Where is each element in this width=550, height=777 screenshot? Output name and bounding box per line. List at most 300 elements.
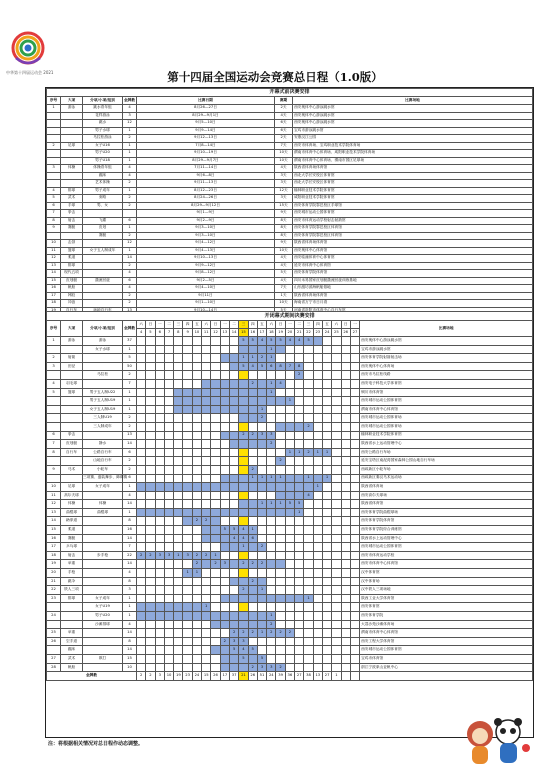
schedule-cell xyxy=(304,646,313,655)
schedule-cell xyxy=(295,534,304,543)
schedule-cell xyxy=(313,663,322,672)
cell-major: 铁人三项 xyxy=(61,586,83,595)
schedule-cell xyxy=(220,500,229,509)
table-row xyxy=(47,165,533,173)
schedule-cell xyxy=(332,586,341,595)
schedule-cell xyxy=(192,586,201,595)
schedule-cell xyxy=(248,491,257,500)
cell-no: 8 xyxy=(47,217,61,225)
cell-days: 4天 xyxy=(275,112,293,120)
schedule-cell xyxy=(332,569,341,578)
schedule-cell xyxy=(220,620,229,629)
schedule-cell xyxy=(341,465,350,474)
cell-medals: 1 xyxy=(123,247,137,255)
cell-no: 5 xyxy=(47,388,61,397)
schedule-cell xyxy=(285,646,294,655)
schedule-cell xyxy=(322,508,331,517)
schedule-cell xyxy=(322,397,331,406)
cell-venue: 西安城市运动公园体育场 xyxy=(360,422,533,431)
schedule-cell xyxy=(183,594,192,603)
schedule-cell xyxy=(229,560,238,569)
schedule-cell: 4 xyxy=(239,534,248,543)
cell-no: 2 xyxy=(47,142,61,150)
schedule-cell xyxy=(267,371,276,380)
schedule-cell xyxy=(239,620,248,629)
schedule-cell xyxy=(276,637,285,646)
schedule-cell xyxy=(211,440,220,449)
schedule-cell xyxy=(192,654,201,663)
schedule-cell: 2 xyxy=(248,465,257,474)
schedule-cell xyxy=(276,526,285,535)
schedule-cell xyxy=(322,612,331,621)
schedule-cell xyxy=(164,422,173,431)
schedule-cell xyxy=(211,620,220,629)
cell-venue: 西安市体育运动学校 xyxy=(360,551,533,560)
schedule-cell xyxy=(137,560,146,569)
cell-sub: 女子U19 xyxy=(83,603,123,612)
cell-major xyxy=(61,414,83,423)
schedule-cell xyxy=(155,345,164,354)
schedule-cell xyxy=(202,345,211,354)
table-row xyxy=(47,240,533,248)
schedule-cell xyxy=(267,422,276,431)
cell-venue: 西安奥体中心体育场 xyxy=(360,362,533,371)
schedule-cell: 8 xyxy=(295,362,304,371)
cell-no: 11 xyxy=(47,491,61,500)
schedule-cell xyxy=(202,465,211,474)
schedule-cell: 2 xyxy=(276,663,285,672)
schedule-cell xyxy=(192,629,201,638)
schedule-cell xyxy=(229,414,238,423)
schedule-cell xyxy=(341,371,350,380)
schedule-cell xyxy=(137,603,146,612)
cell-no: 9 xyxy=(47,225,61,233)
schedule-cell xyxy=(332,362,341,371)
schedule-cell xyxy=(285,388,294,397)
schedule-cell xyxy=(304,440,313,449)
table-row xyxy=(47,388,533,397)
schedule-cell xyxy=(285,526,294,535)
schedule-cell xyxy=(155,629,164,638)
schedule-cell xyxy=(220,483,229,492)
weekday-cell: 四 xyxy=(183,321,192,329)
schedule-cell xyxy=(332,508,341,517)
cell-medals: 2 xyxy=(123,232,137,240)
schedule-cell xyxy=(137,491,146,500)
schedule-cell xyxy=(202,612,211,621)
schedule-cell xyxy=(350,414,359,423)
schedule-cell xyxy=(276,483,285,492)
schedule-cell xyxy=(164,431,173,440)
schedule-cell xyxy=(304,663,313,672)
schedule-cell xyxy=(137,405,146,414)
schedule-cell xyxy=(322,491,331,500)
schedule-cell: 4 xyxy=(239,526,248,535)
table-row xyxy=(47,105,533,113)
schedule-cell xyxy=(341,491,350,500)
schedule-cell xyxy=(248,603,257,612)
schedule-cell xyxy=(174,586,183,595)
schedule-cell xyxy=(295,637,304,646)
cell-venue: 西安奥体中心游泳跳水馆 xyxy=(293,105,533,113)
schedule-cell xyxy=(192,543,201,552)
schedule-cell xyxy=(341,508,350,517)
cell-medals: 13 xyxy=(123,307,137,315)
schedule-cell xyxy=(285,637,294,646)
schedule-cell xyxy=(239,474,248,483)
schedule-cell xyxy=(285,371,294,380)
cell-no xyxy=(47,414,61,423)
cell-major xyxy=(61,112,83,120)
cell-venue: 西安体育学院体育馆 xyxy=(293,270,533,278)
cell-medals: 2 xyxy=(123,180,137,188)
schedule-cell xyxy=(183,431,192,440)
mascot-right-body xyxy=(500,743,517,763)
schedule-cell xyxy=(174,560,183,569)
cell-no: 23 xyxy=(47,594,61,603)
schedule-cell xyxy=(313,379,322,388)
cell-no xyxy=(47,474,61,483)
schedule-cell xyxy=(164,457,173,466)
schedule-cell xyxy=(202,654,211,663)
schedule-cell xyxy=(211,448,220,457)
schedule-cell xyxy=(276,354,285,363)
schedule-cell xyxy=(183,629,192,638)
schedule-cell xyxy=(146,457,155,466)
cell-venue: 西安城市运动公园体育馆 xyxy=(360,543,533,552)
schedule-cell xyxy=(341,354,350,363)
schedule-cell xyxy=(276,491,285,500)
schedule-cell xyxy=(322,577,331,586)
cell-days: 10天 xyxy=(275,157,293,165)
schedule-cell xyxy=(183,474,192,483)
schedule-cell xyxy=(229,388,238,397)
cell-sub: 男、女 xyxy=(83,202,123,210)
schedule-cell xyxy=(211,397,220,406)
schedule-cell: 5 xyxy=(248,337,257,346)
cell-venue: 汉中体育场 xyxy=(360,577,533,586)
table-row xyxy=(47,379,533,388)
schedule-cell xyxy=(257,440,266,449)
schedule-cell xyxy=(295,594,304,603)
schedule-cell xyxy=(220,422,229,431)
schedule-cell xyxy=(220,405,229,414)
schedule-cell xyxy=(229,508,238,517)
schedule-cell: 2 xyxy=(295,371,304,380)
schedule-cell xyxy=(322,534,331,543)
schedule-cell xyxy=(276,448,285,457)
cell-venue: 宝鸡市体育馆 xyxy=(360,654,533,663)
cell-days: 10天 xyxy=(275,300,293,308)
schedule-cell xyxy=(276,654,285,663)
cell-sub xyxy=(83,569,123,578)
schedule-cell xyxy=(295,483,304,492)
schedule-cell xyxy=(332,517,341,526)
schedule-cell xyxy=(332,379,341,388)
table-row xyxy=(47,255,533,263)
schedule-cell xyxy=(211,354,220,363)
schedule-cell xyxy=(332,431,341,440)
schedule-cell xyxy=(295,422,304,431)
schedule-cell xyxy=(229,543,238,552)
cell-days: 15天 xyxy=(275,202,293,210)
schedule-cell xyxy=(229,483,238,492)
schedule-cell: 1 xyxy=(285,397,294,406)
total-cell: 17 xyxy=(220,672,229,681)
schedule-cell xyxy=(155,388,164,397)
cell-no: 16 xyxy=(47,285,61,293)
cell-major: 摔跤 xyxy=(61,292,83,300)
schedule-cell: 1 xyxy=(248,526,257,535)
cell-sub: 男子U20 xyxy=(83,150,123,158)
table-row xyxy=(47,646,533,655)
cell-medals: 12 xyxy=(123,120,137,128)
schedule-cell: 3 xyxy=(267,663,276,672)
cell-no: 17 xyxy=(47,292,61,300)
schedule-cell xyxy=(137,569,146,578)
schedule-cell xyxy=(341,405,350,414)
schedule-cell xyxy=(211,569,220,578)
col-sub: 分项/小项/组别 xyxy=(83,97,123,105)
cell-major xyxy=(61,157,83,165)
table-row xyxy=(47,127,533,135)
schedule-cell xyxy=(229,371,238,380)
schedule-cell xyxy=(137,379,146,388)
schedule-cell xyxy=(276,594,285,603)
cell-no: 1 xyxy=(47,105,61,113)
cell-days: 4天 xyxy=(275,262,293,270)
schedule-cell: 3 xyxy=(257,431,266,440)
schedule-cell xyxy=(341,543,350,552)
cell-venue: 西安市体育场、宝鸡职业技术学院体育场 xyxy=(293,142,533,150)
schedule-cell xyxy=(322,603,331,612)
cell-dates: 8月12—23日 xyxy=(137,187,275,195)
schedule-cell xyxy=(322,586,331,595)
cell-sub: 女子五人制U19 xyxy=(83,405,123,414)
schedule-cell xyxy=(313,637,322,646)
schedule-cell xyxy=(192,388,201,397)
schedule-cell xyxy=(220,448,229,457)
schedule-cell xyxy=(350,491,359,500)
schedule-cell xyxy=(146,414,155,423)
weekday-cell: 日 xyxy=(276,321,285,329)
schedule-cell xyxy=(295,654,304,663)
schedule-cell xyxy=(229,440,238,449)
cell-days: 10天 xyxy=(275,150,293,158)
schedule-cell xyxy=(295,474,304,483)
schedule-cell xyxy=(313,354,322,363)
schedule-cell xyxy=(285,474,294,483)
schedule-cell xyxy=(164,508,173,517)
schedule-cell xyxy=(137,577,146,586)
schedule-cell: 2 xyxy=(137,551,146,560)
schedule-cell xyxy=(164,526,173,535)
table-row xyxy=(47,277,533,285)
cell-venue: 西安奥体中心体育馆 xyxy=(293,247,533,255)
schedule-cell xyxy=(322,457,331,466)
cell-no: 4 xyxy=(47,379,61,388)
schedule-cell xyxy=(304,526,313,535)
schedule-cell xyxy=(183,371,192,380)
cell-no xyxy=(47,397,61,406)
schedule-cell xyxy=(183,354,192,363)
schedule-cell xyxy=(295,586,304,595)
schedule-cell: 3 xyxy=(267,431,276,440)
cell-medals: 2 xyxy=(123,422,137,431)
cell-days: 2天 xyxy=(275,135,293,143)
schedule-cell xyxy=(239,397,248,406)
schedule-cell xyxy=(202,620,211,629)
schedule-cell xyxy=(183,654,192,663)
schedule-cell: 4 xyxy=(229,534,238,543)
schedule-cell xyxy=(341,603,350,612)
schedule-cell xyxy=(183,646,192,655)
date-cell: 17 xyxy=(257,329,266,337)
schedule-cell xyxy=(332,440,341,449)
schedule-cell: 5 xyxy=(239,337,248,346)
schedule-cell xyxy=(313,457,322,466)
total-cell: 1 xyxy=(332,672,341,681)
mascot-left-body xyxy=(472,746,488,764)
cell-venue: 河南省洛阳市体育中心自行车馆 xyxy=(293,307,533,315)
cell-major: 现代五项 xyxy=(61,270,83,278)
schedule-cell xyxy=(202,586,211,595)
schedule-cell xyxy=(239,569,248,578)
schedule-cell xyxy=(220,517,229,526)
cell-no xyxy=(47,371,61,380)
schedule-cell xyxy=(341,629,350,638)
cell-days: 1天 xyxy=(275,292,293,300)
schedule-cell xyxy=(164,440,173,449)
schedule-cell xyxy=(202,526,211,535)
schedule-cell: 1 xyxy=(295,448,304,457)
cell-no: 21 xyxy=(47,577,61,586)
schedule-cell xyxy=(220,577,229,586)
schedule-cell xyxy=(313,345,322,354)
cell-major: 武术 xyxy=(61,654,83,663)
cell-sub: 小轮车 xyxy=(83,465,123,474)
schedule-cell xyxy=(192,577,201,586)
schedule-cell xyxy=(257,379,266,388)
table-row xyxy=(47,354,533,363)
schedule-cell xyxy=(137,594,146,603)
schedule-cell xyxy=(248,620,257,629)
cell-dates: 9月1—10日 xyxy=(137,300,275,308)
schedule-cell xyxy=(174,483,183,492)
schedule-cell xyxy=(341,517,350,526)
schedule-cell xyxy=(229,422,238,431)
schedule-cell xyxy=(313,491,322,500)
schedule-cell xyxy=(229,594,238,603)
schedule-cell xyxy=(267,534,276,543)
schedule-cell xyxy=(313,474,322,483)
cell-major: 帆船 xyxy=(61,663,83,672)
cell-sub: 男子五人制U22 xyxy=(83,388,123,397)
schedule-cell xyxy=(192,594,201,603)
schedule-cell xyxy=(220,431,229,440)
cell-no: 14 xyxy=(47,270,61,278)
schedule-cell xyxy=(350,603,359,612)
schedule-cell xyxy=(350,569,359,578)
schedule-cell xyxy=(202,577,211,586)
schedule-cell xyxy=(341,457,350,466)
cell-major xyxy=(61,150,83,158)
schedule-cell xyxy=(183,414,192,423)
date-cell: 21 xyxy=(295,329,304,337)
date-cell: 23 xyxy=(313,329,322,337)
schedule-cell xyxy=(174,594,183,603)
cell-dates: 9月9—12日 xyxy=(137,262,275,270)
schedule-cell: 1 xyxy=(276,500,285,509)
schedule-cell xyxy=(174,362,183,371)
cell-no: 13 xyxy=(47,508,61,517)
games-logo xyxy=(8,28,48,72)
cell-medals: 4 xyxy=(123,491,137,500)
cell-days: 7天 xyxy=(275,285,293,293)
schedule-cell xyxy=(183,612,192,621)
schedule-cell xyxy=(202,569,211,578)
cell-dates: 8月29—9月7日 xyxy=(137,157,275,165)
schedule-cell xyxy=(192,483,201,492)
schedule-cell xyxy=(332,637,341,646)
total-cell: 24 xyxy=(192,672,201,681)
cell-venue: 西安体育学院鄠邑校区体育馆 xyxy=(293,225,533,233)
cell-medals: 8 xyxy=(123,577,137,586)
schedule-cell: 2 xyxy=(304,448,313,457)
schedule-cell xyxy=(285,465,294,474)
total-cell: 51 xyxy=(257,672,266,681)
table-row xyxy=(47,112,533,120)
schedule-cell xyxy=(146,388,155,397)
cell-medals: 1 xyxy=(123,483,137,492)
cell-medals: 1 xyxy=(123,508,137,517)
schedule-cell: 1 xyxy=(239,354,248,363)
schedule-cell xyxy=(146,654,155,663)
schedule-cell xyxy=(313,603,322,612)
schedule-cell xyxy=(341,551,350,560)
schedule-cell xyxy=(313,397,322,406)
schedule-cell xyxy=(248,637,257,646)
cell-medals: 7 xyxy=(123,543,137,552)
schedule-cell xyxy=(257,483,266,492)
schedule-cell xyxy=(183,663,192,672)
schedule-cell xyxy=(332,483,341,492)
schedule-cell xyxy=(313,422,322,431)
schedule-cell xyxy=(248,440,257,449)
date-cell: 20 xyxy=(285,329,294,337)
schedule-cell xyxy=(155,586,164,595)
cell-no: 10 xyxy=(47,240,61,248)
cell-no: 3 xyxy=(47,165,61,173)
cell-medals: 1 xyxy=(123,127,137,135)
table-row xyxy=(47,526,533,535)
schedule-cell xyxy=(164,500,173,509)
total-cell: 21 xyxy=(239,672,248,681)
schedule-cell xyxy=(295,551,304,560)
date-cell: 26 xyxy=(341,329,350,337)
schedule-cell xyxy=(295,620,304,629)
schedule-cell xyxy=(202,362,211,371)
cell-dates: 7月8—14日 xyxy=(137,142,275,150)
cell-sub: 马拉松游泳 xyxy=(83,135,123,143)
schedule-cell xyxy=(267,637,276,646)
schedule-cell xyxy=(267,586,276,595)
cell-major: 足球 xyxy=(61,142,83,150)
table-row xyxy=(47,577,533,586)
schedule-cell xyxy=(137,620,146,629)
schedule-cell xyxy=(341,646,350,655)
schedule-cell xyxy=(257,491,266,500)
